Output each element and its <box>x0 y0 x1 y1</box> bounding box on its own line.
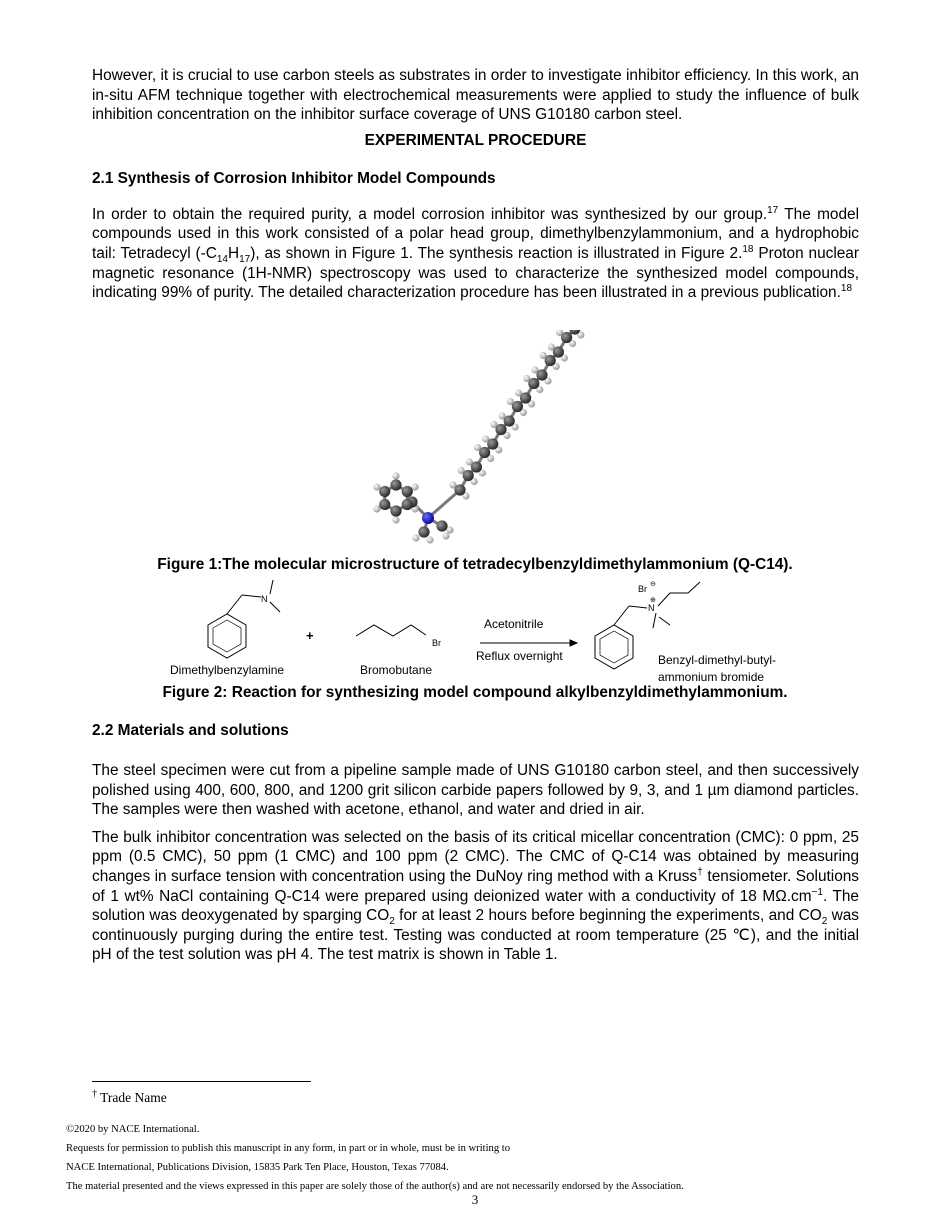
hydrogen-atom <box>411 483 418 490</box>
hydrogen-atom <box>373 505 380 512</box>
atom-n-product: N <box>648 603 655 613</box>
carbon-atom <box>471 461 482 472</box>
solutions-paragraph: The bulk inhibitor concentration was selected on the basis of its critical micellar concentration (CMC): 0 ppm, 25 ppm (0.5 CMC), 50 ppm (1 CMC) and 100 ppm (2 CMC). The CMC of Q-C14 was obtained by measuring changes in surface tension with concentration using the DuNoy ring method with a Kruss† tensiometer. Solutions of 1 wt% NaCl containing Q-C14 were prepared using deionized water with a conductivity of 18 $M\Omega.cm^{-1}$. The solution was deoxygenated by sparging $CO_2$ for at least 2 hours before beginning the experiments, and $CO_2$ was continuously purging during the entire test. Testing was conducted at room temperature (25 ℃), and the initial pH of the test solution was pH 4. The test matrix is shown in Table 1. <box>92 828 860 964</box>
charge-plus: ⊕ <box>650 597 656 604</box>
synthesis-paragraph: In order to obtain the required purity, a model corrosion inhibitor was synthesized by our group.$^{17}$ The model compounds used in this work consisted of a polar head group, dimethylbenzylammonium, and a hydrophobic tail: Tetradecyl $(-C_{14}H_{17})$, as shown in Figure 1. The synthesis reaction is illustrated in Figure 2.18 Proton nuclear magnetic resonance (1H-NMR) spectroscopy was used to characterize the synthesized model compounds, indicating 99% of purity. The detailed characterization procedure has been illustrated in a previous publication.$^{18}$ <box>92 204 859 302</box>
atom-br-reactant: Br <box>432 638 441 648</box>
copyright-line: NACE International, Publications Division, 15835 Park Ten Place, Houston, Texas 77084. <box>66 1162 449 1173</box>
carbon-atom <box>561 332 572 343</box>
subsection-heading-2-2: 2.2 Materials and solutions <box>92 722 289 739</box>
bromobutane-chain <box>356 625 426 636</box>
page-number: 3 <box>471 1192 479 1207</box>
section-2-2 <box>92 721 859 965</box>
condition-solvent: Acetonitrile <box>484 617 544 631</box>
copyright-line: Requests for permission to publish this manuscript in any form, in part or in whole, must be in writing to <box>66 1143 511 1154</box>
page-body <box>92 66 859 303</box>
hydrogen-atom <box>442 532 449 539</box>
carbon-atom <box>390 505 401 516</box>
subsection-heading-2-1: 2.1 Synthesis of Corrosion Inhibitor Model Compounds <box>92 169 496 187</box>
specimen-paragraph: The steel specimen were cut from a pipeline sample made of UNS G10180 carbon steel, and then successively polished using 400, 600, 800, and 1200 grit silicon carbide papers followed by 9, 3, and 1 µm diamond particles. The samples were then washed with acetone, ethanol, and water and dried in air. <box>92 762 859 819</box>
carbon-atom <box>402 486 413 497</box>
carbon-atom <box>436 520 447 531</box>
hydrogen-atom <box>412 534 419 541</box>
hydrogen-atom <box>426 536 433 543</box>
carbon-atom <box>390 479 401 490</box>
carbon-atom <box>463 470 474 481</box>
carbon-atom <box>553 346 564 357</box>
atom-n-reactant: N <box>261 594 268 604</box>
figure2-reaction-scheme <box>160 580 800 690</box>
condition-reflux: Reflux overnight <box>476 649 563 663</box>
carbon-atom <box>418 526 429 537</box>
reactant1-label: Dimethylbenzylamine <box>170 663 285 677</box>
nitrogen-atom <box>422 512 434 524</box>
carbon-atom <box>487 438 498 449</box>
figure1-caption: Figure 1:The molecular microstructure of tetradecylbenzyldimethylammonium (Q-C14). <box>157 556 793 573</box>
product-label-line2: ammonium bromide <box>658 670 765 684</box>
carbon-atom <box>512 401 523 412</box>
carbon-atom <box>454 484 465 495</box>
copyright-line: ©2020 by NACE International. <box>66 1124 200 1135</box>
hydrogen-atom <box>446 526 453 533</box>
plus-sign: + <box>306 628 314 643</box>
charge-minus: ⊖ <box>650 581 656 588</box>
carbon-atom <box>479 447 490 458</box>
footnote: † Trade Name <box>92 1088 167 1105</box>
carbon-atom <box>545 355 556 366</box>
product-label-line1: Benzyl-dimethyl-butyl- <box>658 653 777 667</box>
hydrogen-atom <box>373 483 380 490</box>
footnote-divider <box>92 1081 311 1082</box>
atom-br-product: Br <box>638 584 647 594</box>
benzene-ring-product <box>595 625 633 669</box>
product-butyl-chain <box>658 582 700 606</box>
carbon-atom <box>528 378 539 389</box>
hydrogen-atom <box>392 516 399 523</box>
carbon-atom <box>520 392 531 403</box>
copyright-line: The material presented and the views expressed in this paper are solely those of the author(s) and are not necessarily endorsed by the Association. <box>66 1181 684 1192</box>
benzene-ring-reactant <box>208 614 246 658</box>
carbon-atom <box>536 369 547 380</box>
copyright-notice <box>66 1120 886 1196</box>
carbon-atom <box>504 415 515 426</box>
section-heading: EXPERIMENTAL PROCEDURE <box>364 131 587 149</box>
carbon-atom <box>495 424 506 435</box>
reactant2-label: Bromobutane <box>360 663 433 677</box>
carbon-atom <box>379 486 390 497</box>
figure2-caption: Figure 2: Reaction for synthesizing model compound alkylbenzyldimethylammonium. <box>162 684 788 701</box>
carbon-atom <box>379 499 390 510</box>
intro-paragraph: However, it is crucial to use carbon steels as substrates in order to investigate inhibitor efficiency. In this work, an in-situ AFM technique together with electrochemical measurements were applied to study the influence of bulk inhibition concentration on the inhibitor surface coverage of UNS G10180 carbon steel. <box>92 67 859 124</box>
hydrogen-atom <box>392 472 399 479</box>
figure1-molecule-image <box>360 330 600 550</box>
carbon-atom <box>402 499 413 510</box>
